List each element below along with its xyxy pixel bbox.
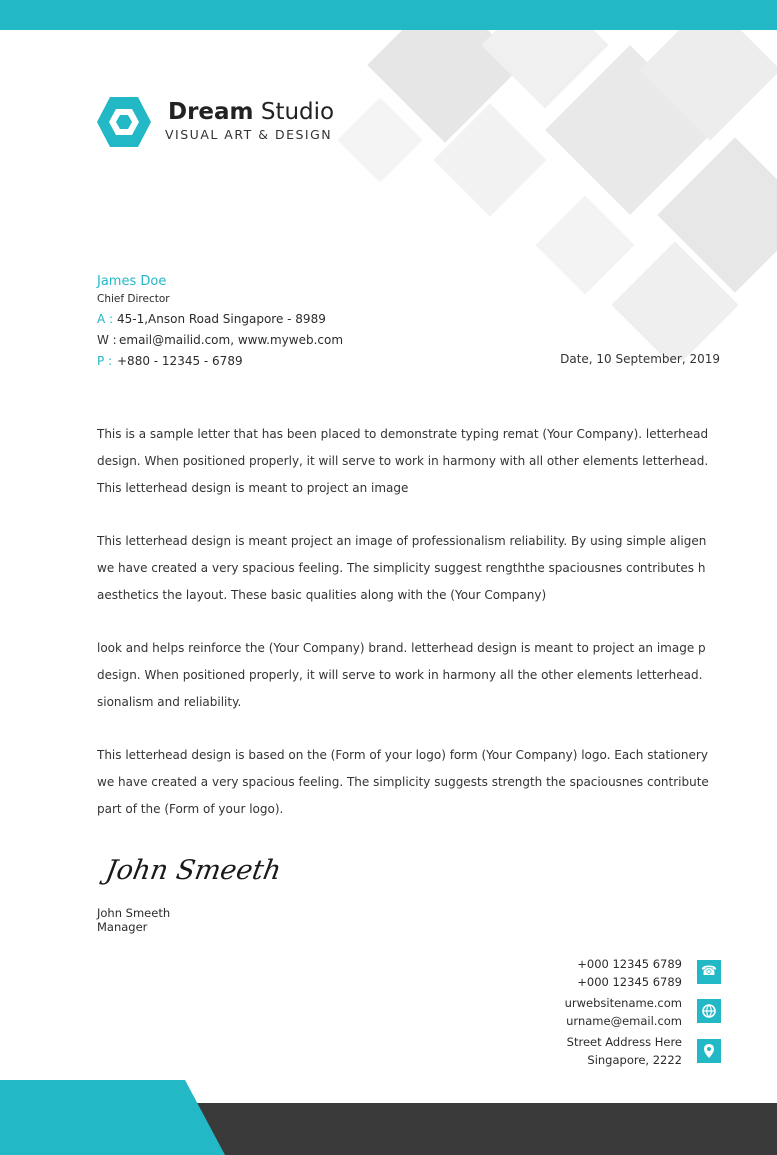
- decorative-pattern: [330, 30, 777, 360]
- brand-tagline: VISUAL ART & DESIGN: [165, 127, 333, 142]
- company-logo: [95, 95, 365, 155]
- address-label: A :: [97, 312, 114, 326]
- hexagon-logo-icon: [95, 95, 153, 149]
- sender-web: W : email@mailid.com, www.myweb.com: [97, 333, 344, 347]
- globe-icon: [697, 999, 721, 1023]
- phone-label: P :: [97, 354, 113, 368]
- letter-body: [97, 421, 727, 849]
- paragraph-2: This letterhead design is meant project an image of professionalism reliability. By using simple aligen we have created a very spacious feeling. The simplicity suggest rengththe spaciousnes contributes h aesthetics the layout. These basic qualities along with the (Your Company): [97, 534, 707, 602]
- sender-name: James Doe: [97, 274, 167, 289]
- sender-phone: P : +880 - 12345 - 6789: [97, 354, 243, 368]
- signatory-name: John Smeeth: [97, 906, 171, 920]
- top-accent-bar: [0, 0, 777, 30]
- bottom-accent-band: [0, 1080, 225, 1155]
- paragraph-4: This letterhead design is based on the (Form of your logo) form (Your Company) logo. Each stationery we have created a very spacious feeling. The simplicity suggests strength the spaciousnes contribute part of the (Form of your logo).: [97, 748, 709, 816]
- signatory-title: Manager: [97, 920, 148, 934]
- footer-address: Street Address Here Singapore, 2222: [566, 1035, 682, 1067]
- footer-web: urwebsitename.com urname@email.com: [564, 996, 682, 1028]
- location-pin-icon: [697, 1039, 721, 1063]
- letter-date: Date, 10 September, 2019: [560, 352, 720, 366]
- brand-name: Dream Studio: [168, 99, 335, 125]
- sender-block: [97, 274, 343, 374]
- sender-role: Chief Director: [97, 293, 170, 305]
- handwritten-signature: John Smeeth: [103, 855, 284, 886]
- sender-address: A : 45-1,Anson Road Singapore - 8989: [97, 312, 326, 326]
- phone-icon: ☎: [697, 960, 721, 984]
- footer-phones: +000 12345 6789 +000 12345 6789: [577, 957, 682, 989]
- paragraph-3: look and helps reinforce the (Your Company) brand. letterhead design is meant to project an image p design. When positioned properly, it will serve to work in harmony all the other elements letterhead. sionalism and reliability.: [97, 641, 706, 709]
- web-label: W :: [97, 333, 117, 347]
- paragraph-1: This is a sample letter that has been placed to demonstrate typing remat (Your Company). letterhead design. When positioned properly, it will serve to work in harmony with all other elements letterhead. This letterhead design is meant to project an image: [97, 427, 709, 495]
